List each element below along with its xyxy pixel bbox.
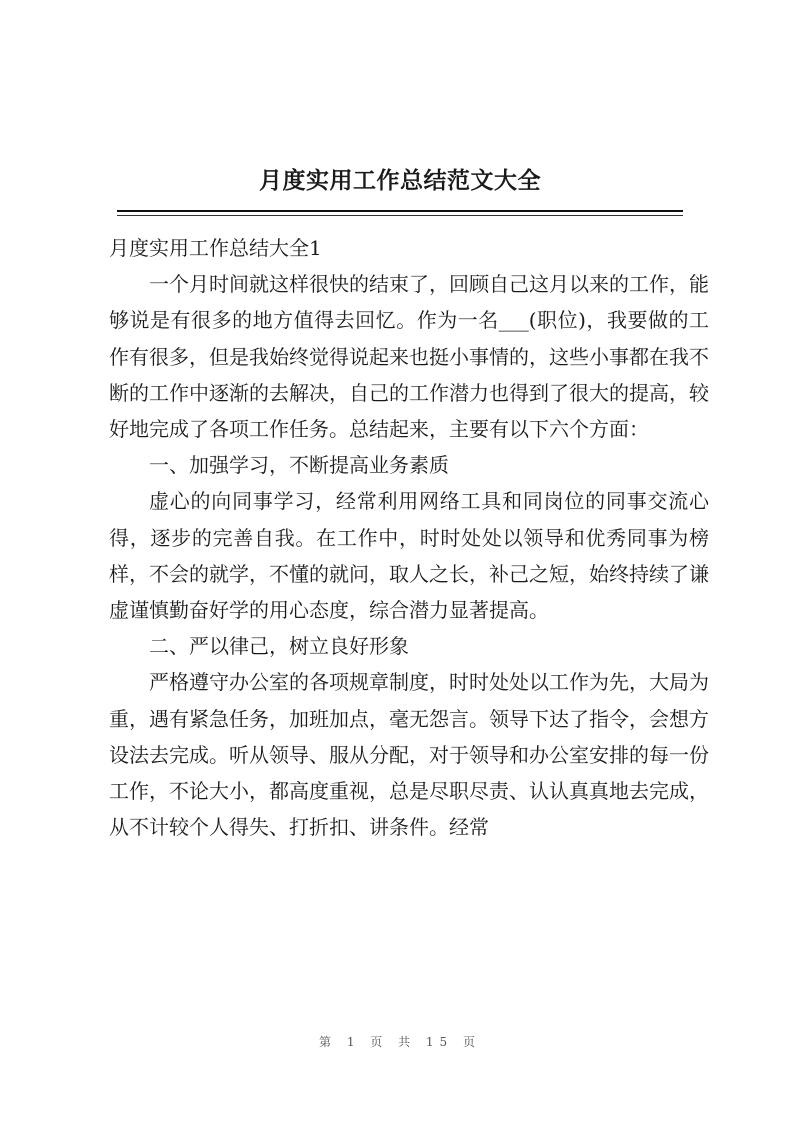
title-divider-thick (117, 210, 683, 212)
section-heading-1: 一、加强学习，不断提高业务素质 (149, 453, 449, 478)
paragraph-study: 虚心的向同事学习，经常利用网络工具和同岗位的同事交流心得，逐步的完善自我。在工作中，时时处处以领导和优秀同事为榜样，不会的就学，不懂的就问，取人之长，补己之短，始终持续了谦虚谨慎勤奋好学的用心态度，综合潜力显著提高。 (109, 489, 709, 623)
paragraph-intro: 一个月时间就这样很快的结束了，回顾自己这月以来的工作，能够说是有很多的地方值得去回忆。作为一名___(职位)，我要做的工作有很多，但是我始终觉得说起来也挺小事情的，这些小事都在我不断的工作中逐渐的去解决，自己的工作潜力也得到了很大的提高，较好地完成了各项工作任务。总结起来，主要有以下六个方面： (109, 272, 709, 442)
section-heading-2: 二、严以律己，树立良好形象 (149, 634, 409, 659)
document-title: 月度实用工作总结范文大全 (259, 168, 541, 194)
section-subtitle: 月度实用工作总结大全1 (109, 236, 322, 260)
document-body (109, 230, 709, 845)
page-number-footer: 第 1 页 共 15 页 (319, 1035, 481, 1049)
paragraph-discipline: 严格遵守办公室的各项规章制度，时时处处以工作为先，大局为重，遇有紧急任务，加班加点，毫无怨言。领导下达了指令，会想方设法去完成。听从领导、服从分配，对于领导和办公室安排的每一份工作，不论大小，都高度重视，总是尽职尽责、认认真真地去完成，从不计较个人得失、打折扣、讲条件。经常 (109, 670, 709, 840)
title-divider-thin (117, 215, 683, 216)
